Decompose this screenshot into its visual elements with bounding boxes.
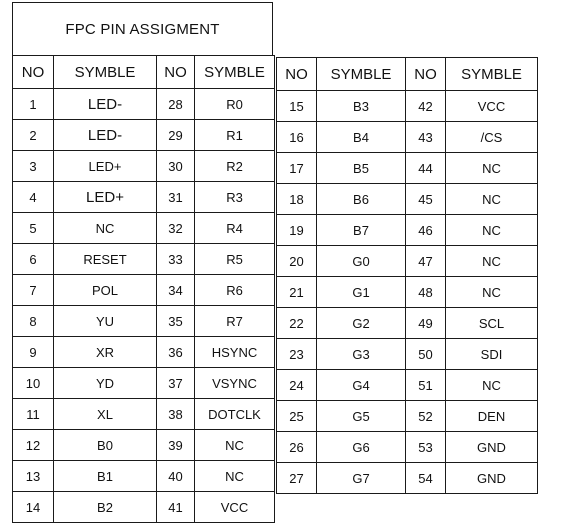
pin-symbol-cell: LED+ xyxy=(54,151,157,182)
pin-number-cell: 45 xyxy=(406,184,446,215)
table-title: FPC PIN ASSIGMENT xyxy=(12,2,273,55)
pin-symbol-cell: /CS xyxy=(446,122,538,153)
table-row xyxy=(13,244,275,275)
pin-number-cell: 23 xyxy=(277,339,317,370)
pin-symbol-cell: G0 xyxy=(317,246,406,277)
pin-number-cell: 35 xyxy=(157,306,195,337)
pin-symbol-cell: B5 xyxy=(317,153,406,184)
pin-symbol-cell: LED+ xyxy=(54,182,157,213)
header-symble: SYMBLE xyxy=(317,58,406,91)
pin-number-cell: 10 xyxy=(13,368,54,399)
pin-number-cell: 44 xyxy=(406,153,446,184)
header-row xyxy=(277,58,538,91)
pin-number-cell: 19 xyxy=(277,215,317,246)
pin-table-right xyxy=(276,57,538,494)
pin-symbol-cell: XR xyxy=(54,337,157,368)
header-no: NO xyxy=(13,56,54,89)
pin-number-cell: 20 xyxy=(277,246,317,277)
pin-symbol-cell: POL xyxy=(54,275,157,306)
pin-symbol-cell: B1 xyxy=(54,461,157,492)
pin-number-cell: 27 xyxy=(277,463,317,494)
pin-symbol-cell: NC xyxy=(446,370,538,401)
pin-symbol-cell: R5 xyxy=(195,244,275,275)
pin-number-cell: 52 xyxy=(406,401,446,432)
pin-symbol-cell: B2 xyxy=(54,492,157,523)
pin-symbol-cell: HSYNC xyxy=(195,337,275,368)
pin-symbol-cell: G2 xyxy=(317,308,406,339)
pin-symbol-cell: R4 xyxy=(195,213,275,244)
pin-symbol-cell: R6 xyxy=(195,275,275,306)
pin-number-cell: 33 xyxy=(157,244,195,275)
pin-symbol-cell: NC xyxy=(446,153,538,184)
pin-number-cell: 49 xyxy=(406,308,446,339)
pin-symbol-cell: G4 xyxy=(317,370,406,401)
pin-number-cell: 38 xyxy=(157,399,195,430)
pin-symbol-cell: NC xyxy=(195,461,275,492)
pin-symbol-cell: B0 xyxy=(54,430,157,461)
header-no: NO xyxy=(157,56,195,89)
table-row xyxy=(13,182,275,213)
pin-number-cell: 7 xyxy=(13,275,54,306)
pin-symbol-cell: R0 xyxy=(195,89,275,120)
table-row xyxy=(277,277,538,308)
header-symble: SYMBLE xyxy=(54,56,157,89)
pin-symbol-cell: SDI xyxy=(446,339,538,370)
table-row xyxy=(277,153,538,184)
table-row xyxy=(13,213,275,244)
table-row xyxy=(277,122,538,153)
header-symble: SYMBLE xyxy=(195,56,275,89)
pin-symbol-cell: NC xyxy=(446,246,538,277)
pin-number-cell: 41 xyxy=(157,492,195,523)
pin-number-cell: 54 xyxy=(406,463,446,494)
header-no: NO xyxy=(277,58,317,91)
pin-symbol-cell: LED- xyxy=(54,89,157,120)
pin-symbol-cell: DOTCLK xyxy=(195,399,275,430)
pin-number-cell: 5 xyxy=(13,213,54,244)
pin-number-cell: 14 xyxy=(13,492,54,523)
pin-symbol-cell: VCC xyxy=(446,91,538,122)
pin-symbol-cell: G7 xyxy=(317,463,406,494)
table-row xyxy=(13,399,275,430)
table-row xyxy=(277,401,538,432)
pin-symbol-cell: NC xyxy=(54,213,157,244)
table-row xyxy=(277,184,538,215)
pin-symbol-cell: DEN xyxy=(446,401,538,432)
table-row xyxy=(13,89,275,120)
pin-number-cell: 39 xyxy=(157,430,195,461)
header-row xyxy=(13,56,275,89)
table-row xyxy=(13,337,275,368)
pin-symbol-cell: G5 xyxy=(317,401,406,432)
pin-symbol-cell: B7 xyxy=(317,215,406,246)
pin-symbol-cell: NC xyxy=(446,215,538,246)
table-row xyxy=(13,275,275,306)
pin-number-cell: 30 xyxy=(157,151,195,182)
pin-symbol-cell: NC xyxy=(446,184,538,215)
pin-number-cell: 37 xyxy=(157,368,195,399)
pin-number-cell: 28 xyxy=(157,89,195,120)
pin-number-cell: 8 xyxy=(13,306,54,337)
pin-number-cell: 46 xyxy=(406,215,446,246)
pin-number-cell: 53 xyxy=(406,432,446,463)
table-row xyxy=(277,308,538,339)
pin-number-cell: 16 xyxy=(277,122,317,153)
pin-number-cell: 3 xyxy=(13,151,54,182)
pin-symbol-cell: SCL xyxy=(446,308,538,339)
header-symble: SYMBLE xyxy=(446,58,538,91)
pin-number-cell: 13 xyxy=(13,461,54,492)
table-row xyxy=(13,306,275,337)
pin-symbol-cell: R7 xyxy=(195,306,275,337)
pin-number-cell: 31 xyxy=(157,182,195,213)
pin-symbol-cell: B4 xyxy=(317,122,406,153)
table-row xyxy=(13,368,275,399)
table-row xyxy=(277,91,538,122)
pin-symbol-cell: VCC xyxy=(195,492,275,523)
table-row xyxy=(277,370,538,401)
pin-number-cell: 32 xyxy=(157,213,195,244)
pin-table-left-body xyxy=(13,89,275,523)
pin-number-cell: 6 xyxy=(13,244,54,275)
pin-number-cell: 42 xyxy=(406,91,446,122)
pin-symbol-cell: GND xyxy=(446,432,538,463)
pin-symbol-cell: LED- xyxy=(54,120,157,151)
pin-number-cell: 22 xyxy=(277,308,317,339)
table-row xyxy=(13,430,275,461)
pin-symbol-cell: B6 xyxy=(317,184,406,215)
pin-symbol-cell: G1 xyxy=(317,277,406,308)
pin-number-cell: 18 xyxy=(277,184,317,215)
pin-symbol-cell: YD xyxy=(54,368,157,399)
pin-number-cell: 4 xyxy=(13,182,54,213)
pin-symbol-cell: B3 xyxy=(317,91,406,122)
table-row xyxy=(277,339,538,370)
table-row xyxy=(277,215,538,246)
pin-symbol-cell: R1 xyxy=(195,120,275,151)
pin-symbol-cell: G6 xyxy=(317,432,406,463)
pin-symbol-cell: R2 xyxy=(195,151,275,182)
pin-number-cell: 11 xyxy=(13,399,54,430)
pin-number-cell: 24 xyxy=(277,370,317,401)
pin-number-cell: 2 xyxy=(13,120,54,151)
pin-table-left xyxy=(12,55,275,523)
pin-number-cell: 12 xyxy=(13,430,54,461)
pin-number-cell: 48 xyxy=(406,277,446,308)
table-row xyxy=(13,492,275,523)
pin-table-right-body xyxy=(277,91,538,494)
pin-symbol-cell: G3 xyxy=(317,339,406,370)
pin-number-cell: 17 xyxy=(277,153,317,184)
header-no: NO xyxy=(406,58,446,91)
pin-number-cell: 51 xyxy=(406,370,446,401)
table-row xyxy=(13,461,275,492)
table-row xyxy=(277,463,538,494)
pin-number-cell: 26 xyxy=(277,432,317,463)
pin-number-cell: 36 xyxy=(157,337,195,368)
pin-symbol-cell: YU xyxy=(54,306,157,337)
pin-number-cell: 43 xyxy=(406,122,446,153)
pin-number-cell: 34 xyxy=(157,275,195,306)
pin-number-cell: 40 xyxy=(157,461,195,492)
pin-number-cell: 9 xyxy=(13,337,54,368)
pin-symbol-cell: R3 xyxy=(195,182,275,213)
table-row xyxy=(277,246,538,277)
pin-symbol-cell: RESET xyxy=(54,244,157,275)
table-row xyxy=(13,120,275,151)
pin-number-cell: 25 xyxy=(277,401,317,432)
pin-number-cell: 15 xyxy=(277,91,317,122)
pin-symbol-cell: XL xyxy=(54,399,157,430)
pin-number-cell: 21 xyxy=(277,277,317,308)
pin-symbol-cell: GND xyxy=(446,463,538,494)
pin-number-cell: 1 xyxy=(13,89,54,120)
pin-number-cell: 29 xyxy=(157,120,195,151)
pin-symbol-cell: NC xyxy=(195,430,275,461)
pin-number-cell: 47 xyxy=(406,246,446,277)
table-row xyxy=(277,432,538,463)
table-row xyxy=(13,151,275,182)
pin-symbol-cell: NC xyxy=(446,277,538,308)
pin-symbol-cell: VSYNC xyxy=(195,368,275,399)
pin-number-cell: 50 xyxy=(406,339,446,370)
